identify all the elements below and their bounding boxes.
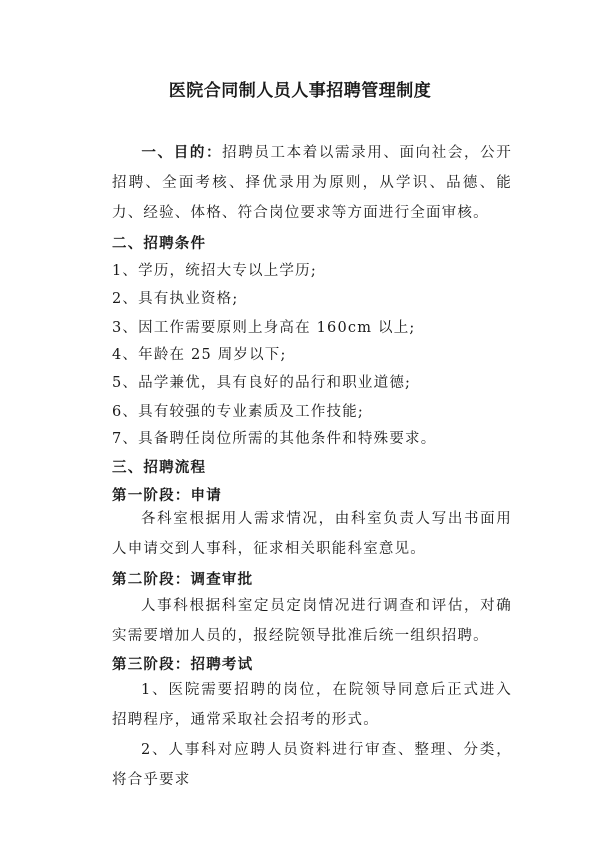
stage3-text-1: 1、医院需要招聘的岗位，在院领导同意后正式进入招聘程序，通常采取社会招考的形式。 (112, 682, 512, 728)
section-conditions-heading: 二、招聘条件 (112, 236, 207, 252)
condition-item: 1、学历，统招大专以上学历; (112, 263, 317, 279)
condition-item: 2、具有执业资格; (112, 291, 239, 307)
section-purpose-label: 一、目的： (141, 145, 223, 161)
condition-item: 6、具有较强的专业素质及工作技能; (112, 404, 365, 420)
condition-item: 7、具备聘任岗位所需的其他条件和特殊要求。 (112, 431, 437, 447)
stage3-text-2: 2、人事科对应聘人员资料进行审查、整理、分类，将合乎要求 (112, 742, 512, 788)
section-process-heading: 三、招聘流程 (112, 460, 207, 476)
section-purpose-text: 招聘员工本着以需录用、面向社会，公开招聘、全面考核、择优录用为原则，从学识、品德、能力、经验、体格、符合岗位要求等方面进行全面审核。 (112, 145, 513, 221)
condition-item: 5、品学兼优，具有良好的品行和职业道德; (112, 375, 412, 391)
stage1-heading: 第一阶段：申请 (112, 488, 222, 504)
stage2-text: 人事科根据科室定员定岗情况进行调查和评估，对确实需要增加人员的，报经院领导批准后统一组织招聘。 (112, 598, 512, 644)
section-purpose (112, 138, 512, 228)
stage1-text: 各科室根据用人需求情况，由科室负责人写出书面用人申请交到人事科，征求相关职能科室意见。 (112, 511, 512, 557)
condition-item: 4、年龄在 25 周岁以下; (112, 347, 287, 363)
stage3-heading: 第三阶段：招聘考试 (112, 657, 254, 673)
stage2-heading: 第二阶段：调查审批 (112, 572, 254, 588)
document-title: 医院合同制人员人事招聘管理制度 (168, 81, 432, 101)
condition-item: 3、因工作需要原则上身高在 160cm 以上; (112, 320, 416, 336)
